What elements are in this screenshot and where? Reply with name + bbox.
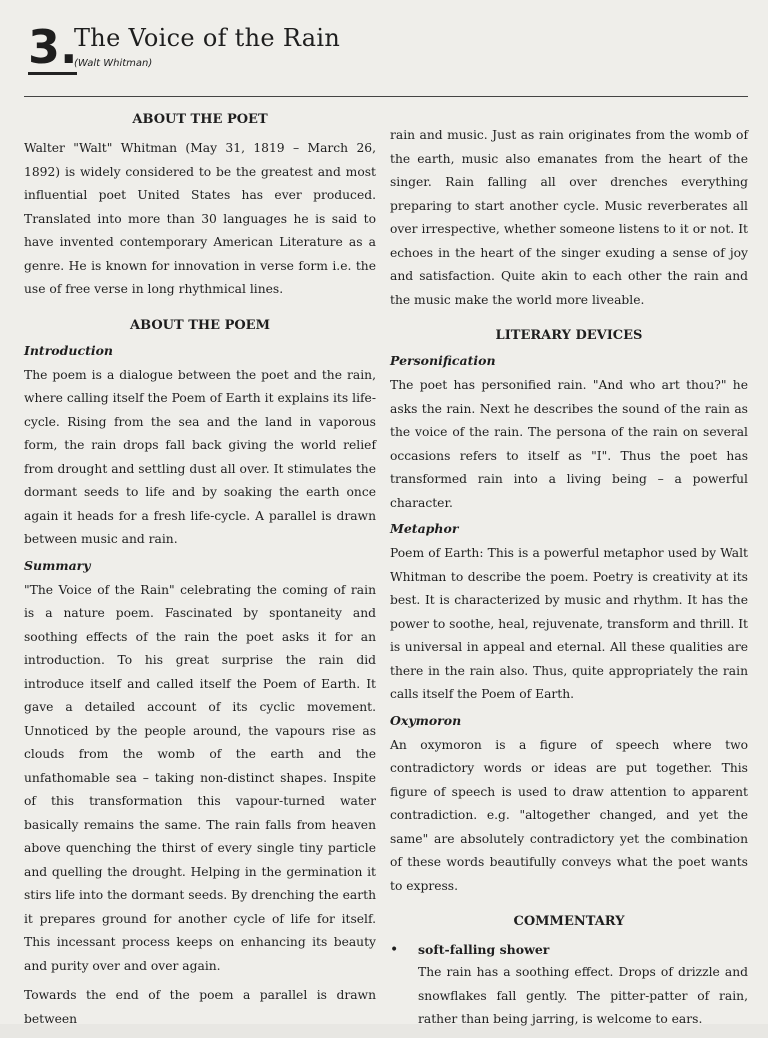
- summary-text: "The Voice of the Rain" celebrating the coming of rain is a nature poem. Fascinated by spontaneity and soothing effects of the rain the poet asks it for an introduction. To his great surprise the rain did introduce itself and called itself the Poem of Earth. It gave a detailed account of its cyclic movement. Unnoticed by the people around, the vapours rise as clouds from the womb of the earth and the unfathomable sea – taking non-distinct shapes. Inspite of this transformation this vapour-turned water basically remains the same. The rain falls from heaven above quenching the thirst of every single tiny particle and quelling the drought. Helping in the germination it stirs life into the dormant seeds. By drenching the earth it prepares ground for another cycle of life for itself. This incessant process keeps on enhancing its beauty and purity over and over again.: [24, 582, 376, 973]
- summary-text-continued: Towards the end of the poem a parallel is drawn between: [24, 988, 376, 1026]
- right-column: [390, 124, 748, 1038]
- personification-heading: Personification: [390, 353, 496, 368]
- bullet-icon: •: [390, 942, 399, 958]
- about-poet-heading: ABOUT THE POET: [132, 112, 268, 127]
- commentary-heading: COMMENTARY: [513, 914, 625, 929]
- introduction-text: The poem is a dialogue between the poet and the rain, where calling itself the Poem of Earth it explains its life-cycle. Rising from the sea and the land in vaporous form, the rain drops fall back giving the world relief from drought and settling dust all over. It stimulates the dormant seeds to life and by soaking the earth once again it heads for a fresh life-cycle. A parallel is drawn between music and rain.: [24, 367, 376, 546]
- literary-devices-heading: LITERARY DEVICES: [495, 328, 643, 343]
- commentary-item: [390, 939, 748, 961]
- chapter-author: (Walt Whitman): [74, 58, 153, 69]
- header-divider: [24, 96, 748, 97]
- summary-continuation: rain and music. Just as rain originates from the womb of the earth, music also emanates from the heart of the singer. Rain falling all over drenches everything preparing to start another cycle. Music reverberates all over irrespective, whether someone listens to it or not. It echoes in the heart of the singer exuding a sense of joy and satisfaction. Quite akin to each other the rain and the music make the world more liveable.: [390, 128, 748, 307]
- personification-text: The poet has personified rain. "And who art thou?" he asks the rain. Next he describes the sound of the rain as the voice of the rain. The persona of the rain on several occasions refers to itself as "I". Thus the poet has transformed rain into a living being – a powerful character.: [390, 378, 748, 510]
- commentary-item-title: soft-falling shower: [418, 942, 550, 957]
- chapter-number: 3.: [28, 20, 78, 74]
- left-column: [24, 112, 376, 1037]
- about-poet-text: Walter "Walt" Whitman (May 31, 1819 – March 26, 1892) is widely considered to be the greatest and most influential poet United States has ever produced. Translated into more than 30 languages he is said to have invented contemporary American Literature as a genre. He is known for innovation in verse form i.e. the use of free verse in long rhythmical lines.: [24, 141, 376, 296]
- oxymoron-heading: Oxymoron: [390, 712, 462, 728]
- about-poem-heading: ABOUT THE POEM: [130, 317, 270, 333]
- metaphor-text: Poem of Earth: This is a powerful metaphor used by Walt Whitman to describe the poem. Poetry is creativity at its best. It is characterized by music and rhythm. It has the power to soothe, heal, rejuvenate, transform and thrill. It is universal in appeal and eternal. All these qualities are there in the rain also. Thus, quite appropriately the rain calls itself the Poem of Earth.: [390, 546, 748, 701]
- introduction-heading: Introduction: [24, 342, 114, 358]
- summary-heading: Summary: [24, 557, 91, 573]
- commentary-item-text: The rain has a soothing effect. Drops of drizzle and snowflakes fall gently. The pitter-patter of rain, rather than being jarring, is welcome to ears.: [418, 965, 748, 1026]
- chapter-title: The Voice of the Rain: [74, 24, 341, 52]
- metaphor-heading: Metaphor: [390, 521, 459, 536]
- chapter-header: [24, 18, 764, 98]
- oxymoron-text: An oxymoron is a figure of speech where two contradictory words or ideas are put together. This figure of speech is used to draw attention to apparent contradiction. e.g. "altogether changed, and yet the same" are absolutely contradictory yet the combination of these words beautifully conveys what the poet wants to express.: [390, 737, 748, 893]
